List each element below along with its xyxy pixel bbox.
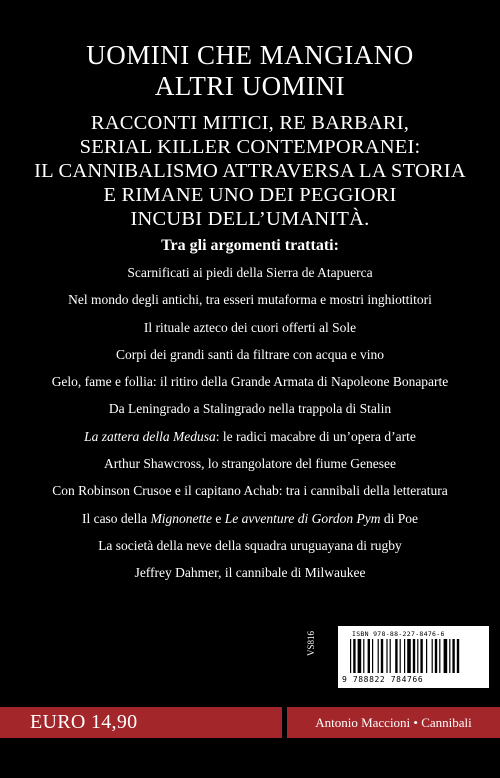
isbn-label: ISBN 978-88-227-8476-6 bbox=[352, 630, 445, 638]
barcode-digits: 9 788822 784766 bbox=[342, 675, 424, 684]
barcode-bar bbox=[358, 639, 362, 673]
title-line: ALTRI UOMINI bbox=[154, 71, 346, 101]
topic-item: La società della neve della squadra uruguayana di rugby bbox=[98, 537, 402, 553]
barcode-bar bbox=[417, 639, 418, 673]
barcode-bars bbox=[350, 639, 478, 673]
barcode-bar bbox=[432, 639, 433, 673]
barcode-bar bbox=[368, 639, 370, 673]
intro-line: IL CANNIBALISMO ATTRAVERSA LA STORIA bbox=[34, 160, 466, 182]
barcode-bar bbox=[435, 639, 437, 673]
barcode-bar bbox=[404, 639, 405, 673]
topic-item: Nel mondo degli antichi, tra esseri mutaforma e mostri inghiottitori bbox=[68, 292, 432, 308]
barcode-panel bbox=[338, 626, 489, 688]
barcode-bar bbox=[444, 639, 448, 673]
barcode-bar bbox=[390, 639, 391, 673]
footer-band bbox=[0, 707, 500, 738]
barcode-bar bbox=[413, 639, 415, 673]
topic-item: Il rituale azteco dei cuori offerti al Sole bbox=[143, 319, 357, 335]
barcode-bar bbox=[449, 639, 450, 673]
barcode-bar bbox=[426, 639, 427, 673]
topic-item: Con Robinson Crusoe e il capitano Achab: tra i cannibali della letteratura bbox=[52, 483, 448, 499]
barcode-bar bbox=[350, 639, 351, 673]
price: EURO 14,90 bbox=[30, 711, 138, 733]
author-title: Antonio Maccioni • Cannibali bbox=[315, 715, 472, 730]
topic-item: Da Leningrado a Stalingrado nella trappola di Stalin bbox=[108, 401, 392, 417]
barcode-bar bbox=[372, 639, 373, 673]
topic-item: Scarnificati ai piedi della Sierra de Atapuerca bbox=[127, 265, 373, 280]
barcode-bar bbox=[407, 639, 411, 673]
intro-line: E RIMANE UNO DEI PEGGIORI bbox=[103, 184, 397, 206]
topic-item: Corpi dei grandi santi da filtrare con acqua e vino bbox=[115, 346, 385, 362]
barcode-bar bbox=[452, 639, 454, 673]
topic-item: La zattera della Medusa: le radici macabre di un’opera d’arte bbox=[84, 428, 416, 444]
intro-line: RACCONTI MITICI, RE BARBARI, bbox=[90, 112, 410, 134]
intro-line: SERIAL KILLER CONTEMPORANEI: bbox=[79, 136, 421, 158]
topics-list bbox=[0, 266, 500, 594]
intro-line: INCUBI DELL’UMANITÀ. bbox=[130, 208, 370, 230]
barcode-bar bbox=[420, 639, 422, 673]
barcode-bar bbox=[378, 639, 379, 673]
book-title bbox=[0, 40, 500, 102]
barcode-bar bbox=[457, 639, 459, 673]
topics-heading: Tra gli argomenti trattati: bbox=[161, 237, 339, 254]
topic-item: Il caso della Mignonette e Le avventure di Gordon Pym di Poe bbox=[81, 510, 419, 526]
barcode-bar bbox=[381, 639, 383, 673]
barcode-bar bbox=[439, 639, 440, 673]
barcode-bar bbox=[363, 639, 364, 673]
intro-blurb bbox=[0, 111, 500, 231]
topic-item: Jeffrey Dahmer, il cannibale di Milwaukee bbox=[134, 565, 366, 581]
barcode-bar bbox=[353, 639, 355, 673]
topic-item: Gelo, fame e follia: il ritiro della Grande Armata di Napoleone Bonaparte bbox=[51, 374, 449, 390]
topic-item: Arthur Shawcross, lo strangolatore del fiume Genesee bbox=[103, 456, 397, 472]
barcode-bar bbox=[386, 639, 387, 673]
catalog-code: VS816 bbox=[306, 630, 316, 656]
title-line: UOMINI CHE MANGIANO bbox=[86, 40, 414, 70]
barcode-bar bbox=[400, 639, 401, 673]
barcode-bar bbox=[395, 639, 397, 673]
